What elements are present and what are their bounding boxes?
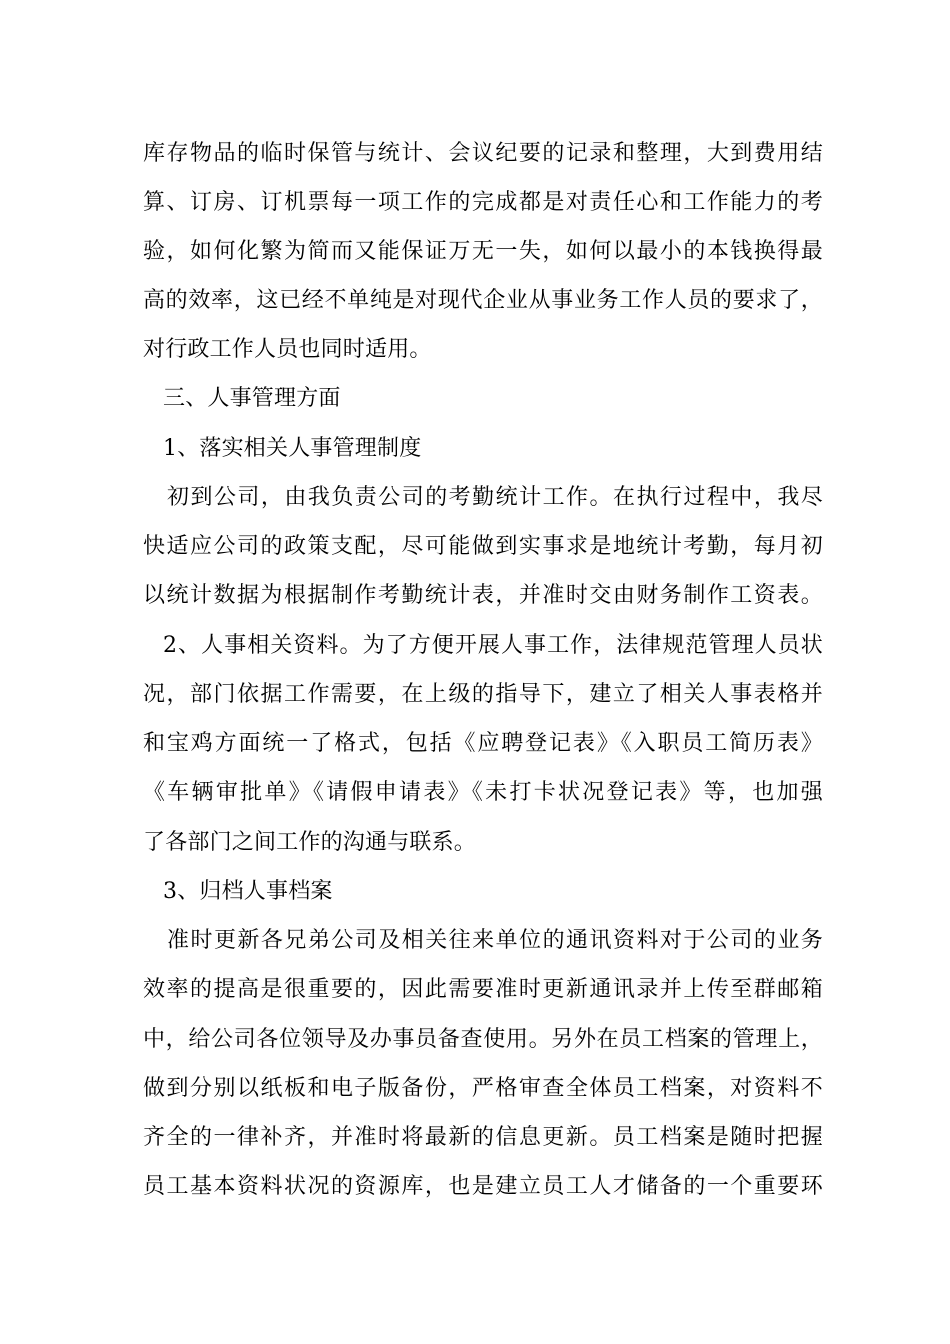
body-text-line: 库存物品的临时保管与统计、会议纪要的记录和整理，大到费用结 bbox=[143, 141, 823, 166]
body-text-line: 对行政工作人员也同时适用。 bbox=[143, 337, 432, 362]
body-text-line: 准时更新各兄弟公司及相关往来单位的通讯资料对于公司的业务 bbox=[167, 928, 823, 953]
body-text-line: 快适应公司的政策支配，尽可能做到实事求是地统计考勤，每月初 bbox=[143, 534, 823, 559]
body-text-line: 做到分别以纸板和电子版备份，严格审查全体员工档案，对资料不 bbox=[143, 1076, 823, 1101]
body-text-line: 《车辆审批单》《请假申请表》《未打卡状况登记表》等，也加强 bbox=[143, 780, 823, 805]
body-text-line: 初到公司，由我负责公司的考勤统计工作。在执行过程中，我尽 bbox=[167, 485, 823, 510]
body-text-line: 中，给公司各位领导及办事员备查使用。另外在员工档案的管理上， bbox=[143, 1027, 823, 1052]
body-text-line: 员工基本资料状况的资源库，也是建立员工人才储备的一个重要环 bbox=[143, 1174, 823, 1199]
body-text-line: 了各部门之间工作的沟通与联系。 bbox=[143, 830, 477, 855]
body-text-line: 以统计数据为根据制作考勤统计表，并准时交由财务制作工资表。 bbox=[143, 583, 823, 608]
body-text-line: 2、人事相关资料。为了方便开展人事工作，法律规范管理人员状 bbox=[163, 633, 823, 658]
body-text-line: 算、订房、订机票每一项工作的完成都是对责任心和工作能力的考 bbox=[143, 190, 823, 215]
body-text-line: 和宝鸡方面统一了格式，包括《应聘登记表》《入职员工简历表》 bbox=[143, 731, 823, 756]
body-text-line: 验，如何化繁为简而又能保证万无一失，如何以最小的本钱换得最 bbox=[143, 239, 823, 264]
body-text-line: 况，部门依据工作需要，在上级的指导下，建立了相关人事表格并 bbox=[143, 682, 823, 707]
subsection-heading: 1、落实相关人事管理制度 bbox=[163, 436, 422, 461]
subsection-heading: 3、归档人事档案 bbox=[163, 879, 333, 904]
body-text-line: 齐全的一律补齐，并准时将最新的信息更新。员工档案是随时把握 bbox=[143, 1125, 823, 1150]
body-text-line: 效率的提高是很重要的，因此需要准时更新通讯录并上传至群邮箱 bbox=[143, 977, 823, 1002]
section-heading: 三、人事管理方面 bbox=[163, 386, 341, 411]
body-text-line: 高的效率，这已经不单纯是对现代企业从事业务工作人员的要求了， bbox=[143, 288, 823, 313]
